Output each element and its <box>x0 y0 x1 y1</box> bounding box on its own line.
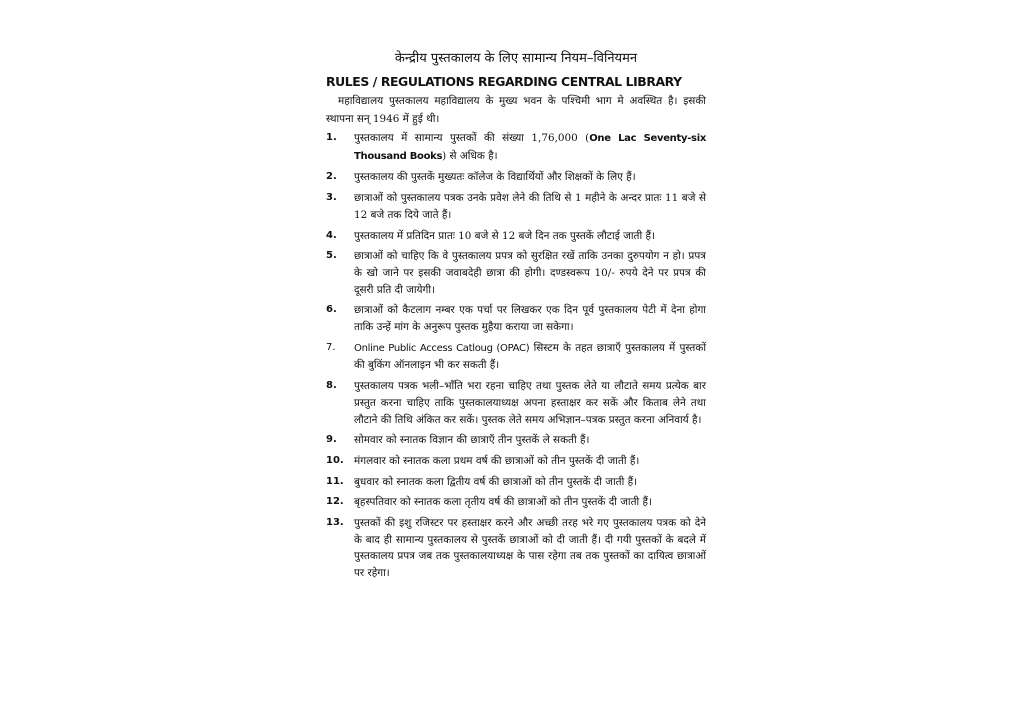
rule-text-hindi: पुस्तकालय में सामान्य पुस्तकों की संख्या 1,76,000 ( <box>354 132 590 144</box>
rule-text: छात्राओं को कैटलाग नम्बर एक पर्चा पर लिखकर एक दिन पूर्व पुस्तकालय पेटी में देना होगा ताकि उन्हें मांग के अनुरूप पुस्तक मुहैया कराया जा सकेगा। <box>354 304 706 334</box>
rule-text: मंगलवार को स्नातक कला प्रथम वर्ष की छात्राओं को तीन पुस्तकें दी जाती हैं। <box>354 454 640 467</box>
rule-number: 10. <box>326 454 344 466</box>
rule-11 <box>326 474 706 491</box>
rule-13 <box>326 515 706 582</box>
rule-text <box>354 340 706 374</box>
rule-text: छात्राओं को चाहिए कि वे पुस्तकालय प्रपत्र को सुरक्षित रखें ताकि उनका दुरुपयोग न हो। प्रपत्र के खो जाने पर इसकी जवाबदेही छात्रा की होगी। दण्डस्वरूप 10/- रुपये देने पर प्रपत्र की दूसरी प्रति दी जायेगी। <box>354 250 706 296</box>
rule-text: बुधवार को स्नातक कला द्वितीय वर्ष की छात्राओं को तीन पुस्तकें दी जाती हैं। <box>354 475 638 488</box>
rule-number: 8. <box>326 380 337 392</box>
rule-number: 7. <box>326 341 336 353</box>
rule-text: पुस्तकालय में प्रतिदिन प्रातः 10 बजे से 12 बजे दिन तक पुस्तकें लौटाई जाती हैं। <box>354 229 655 242</box>
rule-text: बृहस्पतिवार को स्नातक कला तृतीय वर्ष की छात्राओं को तीन पुस्तकें दी जाती हैं। <box>354 496 652 509</box>
rule-number: 9. <box>326 434 337 446</box>
intro-paragraph: महाविद्यालय पुस्तकालय महाविद्यालय के मुख्य भवन के पश्चिमी भाग मे अवस्थित है। इसकी स्थापना सन् 1946 में हुई थी। <box>326 95 706 125</box>
rule-9 <box>326 432 706 449</box>
rule-text: पुस्तकालय की पुस्तकें मुख्यतः कॉलेज के विद्यार्थियों और शिक्षकों के लिए हैं। <box>354 171 636 184</box>
rule-8 <box>326 378 706 428</box>
rule-6 <box>326 302 706 335</box>
english-title: RULES / REGULATIONS REGARDING CENTRAL LIBRARY <box>326 74 682 89</box>
rules-list <box>326 130 706 582</box>
rule-text: सोमवार को स्नातक विज्ञान की छात्राएँ तीन पुस्तकें ले सकती हैं। <box>354 434 590 447</box>
rule-12 <box>326 494 706 511</box>
rule-text-hindi-end: ) से अधिक है। <box>442 149 498 162</box>
rule-5 <box>326 248 706 298</box>
rule-text-english: Online Public Access Catloug (OPAC) <box>354 342 530 354</box>
rule-number: 4. <box>326 229 337 241</box>
rule-number: 12. <box>326 496 344 508</box>
rule-number: 2. <box>326 171 337 183</box>
rule-number: 6. <box>326 304 337 316</box>
rule-number: 11. <box>326 475 344 487</box>
rule-10 <box>326 453 706 470</box>
hindi-title: केन्द्रीय पुस्तकालय के लिए सामान्य नियम–विनियमन <box>394 51 638 66</box>
rule-2 <box>326 169 706 186</box>
rule-text <box>354 130 706 165</box>
rule-number: 3. <box>326 192 337 204</box>
rule-text-english: One Lac Seventy-six Thousand Books <box>354 133 706 162</box>
rule-number: 13. <box>326 517 344 529</box>
rule-text: पुस्तकालय पत्रक भली–भाँति भरा रहना चाहिए तथा पुस्तक लेते या लौटाते समय प्रत्येक बार प्रस्तुत करना चाहिए ताकि पुस्तकालयाध्यक्ष अपना हस्ताक्षर कर सकें और किताब लेने तथा लौटाने की तिथि अंकित कर सकें। पुस्तक लेते समय अभिज्ञान–पत्रक प्रस्तुत करना अनिवार्य है। <box>354 380 706 426</box>
rules-document <box>326 50 706 586</box>
rule-7 <box>326 340 706 374</box>
rule-3 <box>326 190 706 223</box>
rule-number: 5. <box>326 250 337 262</box>
rule-text: छात्राओं को पुस्तकालय पत्रक उनके प्रवेश लेने की तिथि से 1 महीने के अन्दर प्रातः 11 बजे से 12 बजे तक दिये जाते हैं। <box>354 192 706 221</box>
rule-4 <box>326 228 706 245</box>
rule-text: पुस्तकों की इशु रजिस्टर पर हस्ताक्षर करने और अच्छी तरह भरे गए पुस्तकालय पत्रक को देने के बाद ही सामान्य पुस्तकालय से पुस्तकें छात्राओं को दी जाती हैं। दी गयी पुस्तकों के बदले में पुस्तकालय प्रपत्र जब तक पुस्तकालयाध्यक्ष के पास रहेगा तब तक पुस्तकों का दायित्व छात्राओं पर रहेगा। <box>354 517 706 580</box>
rule-1 <box>326 130 706 165</box>
rule-number: 1. <box>326 132 337 143</box>
rule-text-hindi: सिस्टम के तहत छात्राएँ पुस्तकालय में पुस्तकों की बुकिंग ऑनलाइन भी कर सकती हैं। <box>354 341 707 372</box>
